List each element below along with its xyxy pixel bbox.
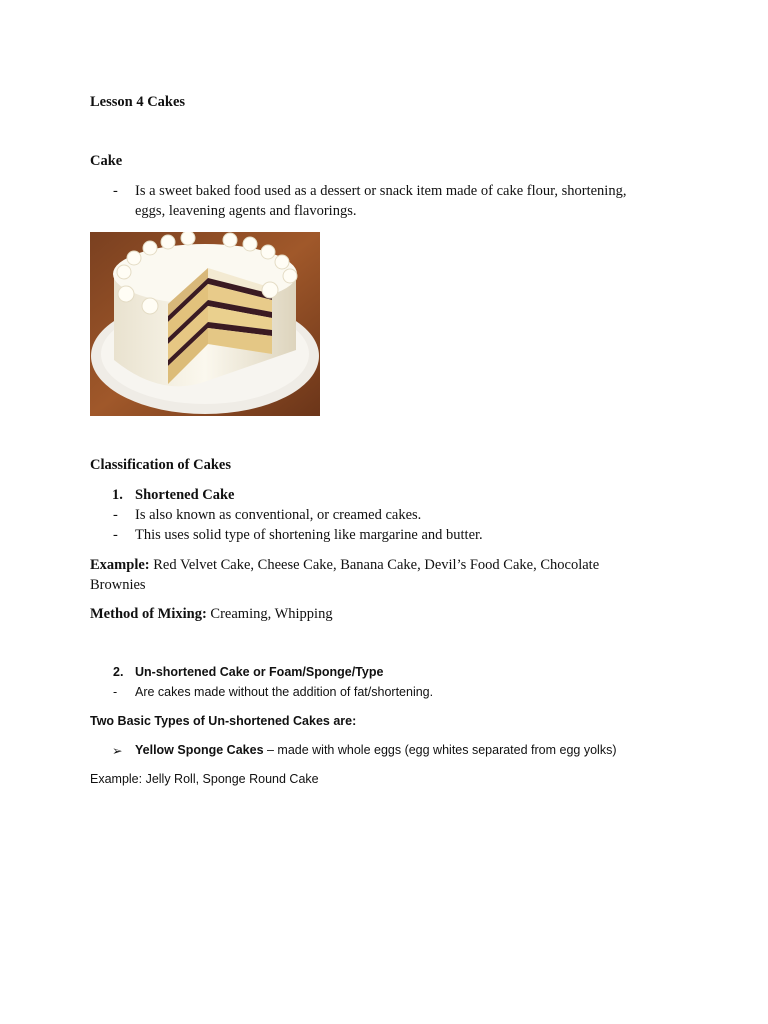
- method-text: Creaming, Whipping: [206, 606, 333, 622]
- unshortened-example: Example: Jelly Roll, Sponge Round Cake: [90, 772, 319, 786]
- unshortened-number: 2.: [113, 665, 124, 679]
- method-of-mixing: [90, 606, 333, 623]
- shortened-bullet1: Is also known as conventional, or creamed cakes.: [135, 507, 422, 523]
- arrow-bullet-icon: ➢: [112, 744, 123, 758]
- unshortened-bullet1: Are cakes made without the addition of fat/shortening.: [135, 685, 434, 699]
- cake-heading: Cake: [90, 153, 123, 169]
- shortened-example-line1: [90, 557, 599, 574]
- cake-definition-line1: Is a sweet baked food used as a dessert or snack item made of cake flour, shortening,: [135, 183, 627, 199]
- shortened-bullet2: This uses solid type of shortening like margarine and butter.: [135, 527, 483, 543]
- example-label: Example:: [90, 557, 150, 573]
- example-text: Red Velvet Cake, Cheese Cake, Banana Cake, Devil’s Food Cake, Chocolate: [149, 557, 600, 573]
- yellow-sponge-label: Yellow Sponge Cakes: [135, 743, 264, 757]
- cake-definition-line2: eggs, leavening agents and flavorings.: [135, 203, 357, 219]
- classification-heading: Classification of Cakes: [90, 457, 231, 473]
- unshortened-types-heading: Two Basic Types of Un-shortened Cakes are:: [90, 714, 357, 728]
- bullet-dash: -: [113, 685, 118, 699]
- bullet-dash: -: [113, 507, 118, 523]
- lesson-title: Lesson 4 Cakes: [90, 94, 186, 110]
- yellow-sponge-item: [135, 743, 616, 757]
- yellow-sponge-text: – made with whole eggs (egg whites separated from egg yolks): [263, 743, 617, 757]
- bullet-dash: -: [113, 527, 118, 543]
- bullet-dash: -: [113, 183, 118, 199]
- shortened-title: Shortened Cake: [135, 487, 235, 503]
- shortened-number: 1.: [112, 487, 123, 503]
- method-label: Method of Mixing:: [90, 606, 207, 622]
- shortened-example-line2: Brownies: [90, 577, 146, 593]
- layered-cake-photo-icon: [90, 232, 320, 416]
- unshortened-title: Un-shortened Cake or Foam/Sponge/Type: [135, 665, 384, 679]
